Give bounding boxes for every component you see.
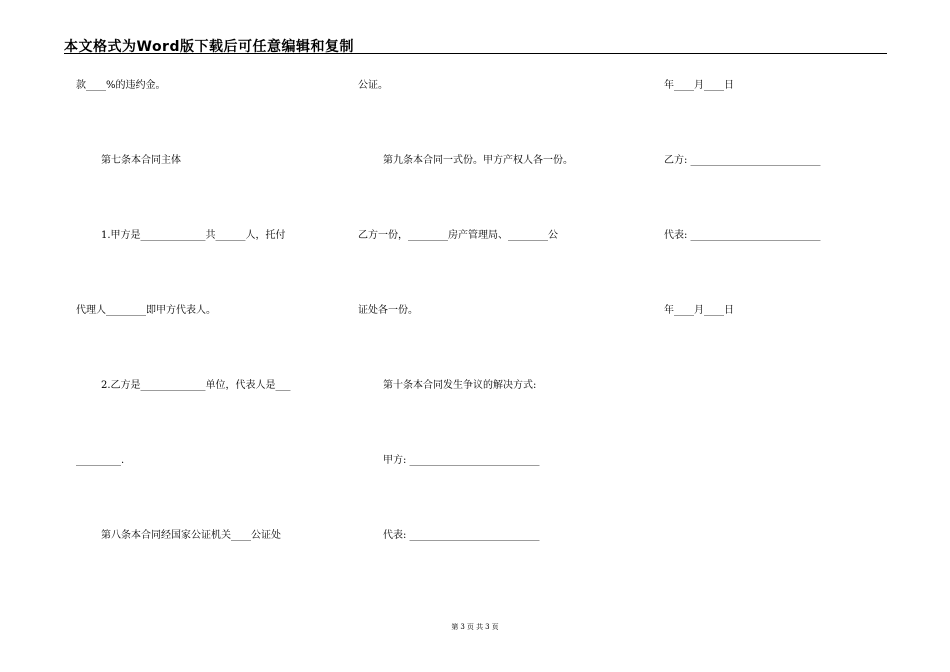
right-col-line-1: 年____月____日 [664,80,734,91]
middle-col-line-2: 第九条本合同一式份。甲方产权人各一份。 [383,155,573,166]
left-col-line-5: 2.乙方是_____________单位，代表人是___ [101,380,291,391]
footer-prefix: 第 [451,623,459,631]
middle-col-line-6: 甲方: __________________________ [383,455,540,466]
footer-suffix: 页 [491,623,499,631]
middle-col-line-5: 第十条本合同发生争议的解决方式: [383,380,537,391]
left-col-line-7: 第八条本合同经国家公证机关____公证处 [101,530,281,541]
middle-col-line-1: 公证。 [358,80,388,91]
footer-mid: 页 共 [466,623,484,631]
middle-col-line-3: 乙方一份，________房产管理局、________公 [358,230,558,241]
left-col-line-1: 款____%的违约金。 [76,80,166,91]
middle-col-line-7: 代表: __________________________ [383,530,540,541]
header-divider [64,53,887,54]
right-col-line-3: 代表: __________________________ [664,230,821,241]
document-header-title: 本文格式为Word版下载后可任意编辑和复制 [64,39,354,55]
left-col-line-6: _________. [76,455,125,466]
page-footer [0,622,950,632]
left-col-line-4: 代理人________即甲方代表人。 [76,305,216,316]
right-col-line-2: 乙方: __________________________ [664,155,821,166]
left-col-line-3: 1.甲方是_____________共______人，托付 [101,230,286,241]
middle-col-line-4: 证处各一份。 [358,305,418,316]
footer-total-pages: 3 [485,623,490,631]
left-col-line-2: 第七条本合同主体 [101,155,181,166]
footer-current-page: 3 [460,623,465,631]
right-col-line-4: 年____月____日 [664,305,734,316]
